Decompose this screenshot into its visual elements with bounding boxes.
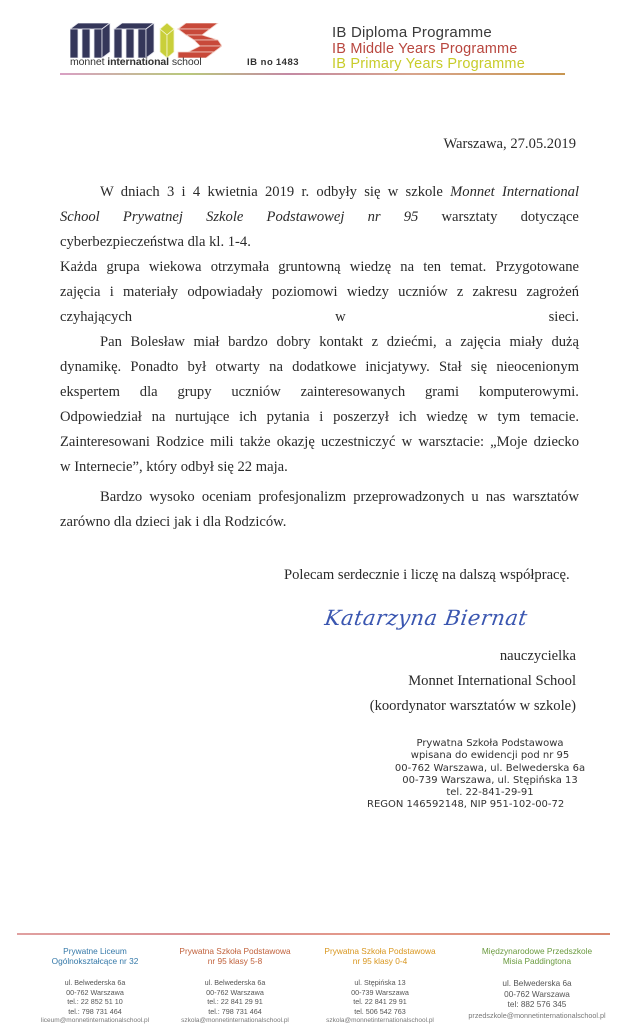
footer-phone: tel.: 798 731 464 [68,1006,122,1016]
footer-title: Ogólnokształcące nr 32 [51,956,139,966]
footer-title: Prywatne Liceum [63,946,127,956]
p3-line-3: ekspertem dla grupy uczniów zainteresowanych grami komputerowymi. [60,384,579,400]
p4-line-1: Bardzo wysoko oceniam profesjonalizm przeprowadzonych u nas warsztatów [100,489,579,505]
school-logo [70,23,222,58]
footer-divider [17,933,610,935]
paragraph-3 [60,330,579,480]
footer-phone: tel.: 798 731 464 [208,1006,262,1016]
footer-email: szkola@monnetinternationalschool.pl [181,1017,289,1024]
ib-number: IB no 1483 [247,57,300,68]
p1-line-1: W dniach 3 i 4 kwietnia 2019 r. odbyły się w szkole Monnet International [100,184,579,200]
stamp-line: wpisana do ewidencji pod nr 95 [410,750,570,762]
signer-title: (koordynator warsztatów w szkole) [369,698,576,714]
school-stamp [367,738,600,812]
programme-dp: IB Diploma Programme [332,24,492,41]
logo-i-icon [160,23,174,58]
footer-title: Prywatna Szkoła Podstawowa [179,946,291,956]
stamp-line: tel. 22-841-29-91 [446,787,534,799]
footer-phone: tel.: 22 841 29 91 [207,997,263,1006]
stamp-line: REGON 146592148, NIP 951-102-00-72 [367,799,565,811]
footer-title: Prywatna Szkoła Podstawowa [324,946,436,956]
p3-line-2: dynamikę. Ponadto był otwarty na dodatkowe inicjatywy. Stał się nieocenionym [60,359,579,375]
footer-phone: tel. 506 542 763 [354,1006,406,1016]
signer-organization: Monnet International School [408,673,576,689]
programme-pyp: IB Primary Years Programme [332,56,525,72]
p2-line-1: Każda grupa wiekowa otrzymała gruntowną wiedzę na ten temat. Przygotowane [60,259,579,275]
stamp-line: 00-739 Warszawa, ul. Stępińska 13 [402,774,578,786]
p3-line-6: w Internecie”, który odbył się 22 maja. [60,459,288,475]
footer-phone: tel. 22 841 29 91 [353,997,407,1006]
footer-address-line: ul. Stępińska 13 [354,978,406,987]
header-divider [60,73,565,75]
p3-line-1: Pan Bolesław miał bardzo dobry kontakt z dziećmi, a zajęcia miały dużą [100,334,579,350]
p2-line-3: czyhających w sieci. [60,309,579,325]
footer-address-line: 00-739 Warszawa [351,987,409,997]
footer-address-line: 00-762 Warszawa [504,989,570,999]
footer-title: nr 95 klasy 0-4 [352,956,408,966]
footer-column-primary-5-8 [160,946,310,1026]
paragraph-4 [60,485,579,535]
footer-address-line: 00-762 Warszawa [66,987,124,997]
footer-address-line: 00-762 Warszawa [206,987,264,997]
logo-s-icon [178,23,222,58]
footer-title: Misia Paddingtona [502,956,572,966]
footer-title: Międzynarodowe Przedszkole [481,946,593,956]
p3-line-5: Zainteresowani Rodzice mili także okazję uczestniczyć w warsztacie: „Moje dziecko [60,434,579,450]
logo-m-icon [70,23,154,58]
footer-column-liceum [20,946,170,1026]
p1-line-2: School Prywatnej Szkole Podstawowej nr 95 warsztaty dotyczące [60,209,579,225]
footer-phone: tel: 882 576 345 [507,1000,567,1009]
paragraph-1 [60,180,579,255]
programme-myp: IB Middle Years Programme [332,41,518,57]
p2-line-2: zajęcia i materiały odpowiadały poziomowi wiedzy uczniów z zakresu zagrożeń [60,284,579,300]
signer-role: nauczycielka [499,648,576,664]
footer-address-line: ul. Belwederska 6a [502,979,572,988]
footer-title: nr 95 klasy 5-8 [207,956,263,966]
stamp-line: 00-762 Warszawa, ul. Belwederska 6a [394,762,586,774]
footer-address-line: ul. Belwederska 6a [204,978,266,987]
closing-line: Polecam serdecznie i liczę na dalszą współpracę. [284,567,570,583]
school-name-wordmark: monnet international school [70,56,202,68]
paragraph-2 [60,255,579,330]
p4-line-2: zarówno dla dzieci jak i dla Rodziców. [60,514,287,530]
footer-column-preschool [462,946,612,1021]
footer-email: szkola@monnetinternationalschool.pl [326,1017,434,1024]
footer-address-line: ul. Belwederska 6a [64,978,126,987]
footer-phone: tel.: 22 852 51 10 [67,997,123,1006]
footer-column-primary-0-4 [305,946,455,1026]
p3-line-4: Odpowiedział na nurtujące ich pytania i poszerzył ich wiedzę w tym temacie. [60,409,579,425]
stamp-line: Prywatna Szkoła Podstawowa [416,738,564,749]
handwritten-signature: Katarzyna Biernat [323,606,530,630]
letter-date: Warszawa, 27.05.2019 [443,136,576,152]
footer-email: liceum@monnetinternationalschool.pl [40,1017,150,1024]
footer-email: przedszkole@monnetinternationalschool.pl [468,1010,606,1020]
p1-line-3: cyberbezpieczeństwa dla kl. 1-4. [60,234,251,250]
